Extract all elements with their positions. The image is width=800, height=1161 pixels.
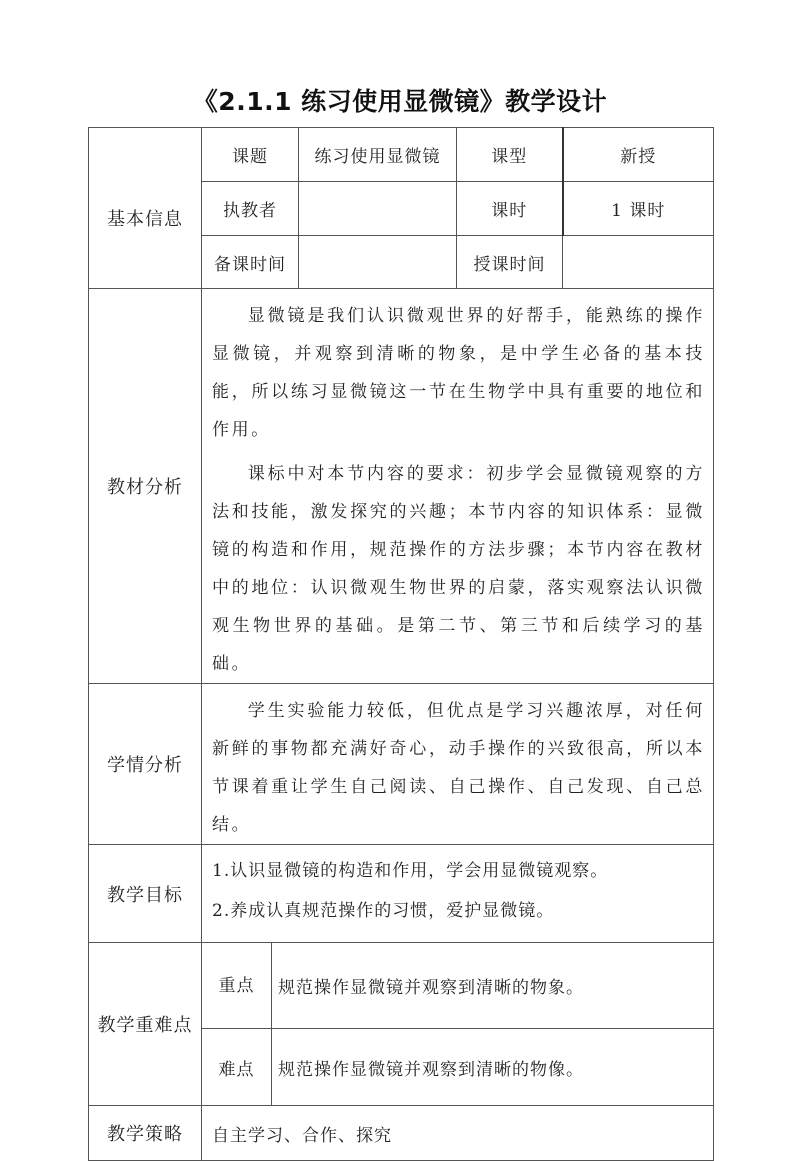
teacher-label: 执教者 (202, 182, 299, 236)
basic-info-row-topic (89, 128, 714, 182)
objective-item: 1.认识显微镜的构造和作用，学会用显微镜观察。 (212, 861, 609, 881)
teach-time-label: 授课时间 (457, 236, 563, 289)
teacher-value (299, 182, 457, 236)
student-analysis-content (202, 684, 714, 845)
material-analysis-row (89, 289, 714, 684)
type-value: 新授 (563, 128, 714, 182)
material-analysis-content (202, 289, 714, 684)
student-analysis-row (89, 684, 714, 845)
topic-label: 课题 (202, 128, 299, 182)
basic-info-label: 基本信息 (89, 128, 202, 289)
strategy-label: 教学策略 (89, 1106, 202, 1161)
key-point-label: 重点 (202, 943, 272, 1029)
strategy-row (89, 1106, 714, 1161)
prep-time-label: 备课时间 (202, 236, 299, 289)
objective-item: 2.养成认真规范操作的习惯，爱护显微镜。 (212, 901, 555, 921)
topic-value: 练习使用显微镜 (299, 128, 457, 182)
key-point-row (89, 943, 714, 1029)
document-title: 《2.1.1 练习使用显微镜》教学设计 (192, 87, 608, 116)
hours-value: 1 课时 (563, 182, 714, 236)
objectives-label: 教学目标 (89, 845, 202, 943)
objectives-row (89, 845, 714, 943)
lesson-plan-table (88, 127, 714, 1161)
objectives-content (202, 845, 714, 943)
key-difficult-label: 教学重难点 (89, 943, 202, 1106)
key-point-value: 规范操作显微镜并观察到清晰的物象。 (272, 943, 714, 1029)
prep-time-value (299, 236, 457, 289)
student-analysis-text: 学生实验能力较低，但优点是学习兴趣浓厚，对任何新鲜的事物都充满好奇心，动手操作的兴致很高，所以本节课着重让学生自己阅读、自己操作、自己发现、自己总结。 (212, 701, 705, 835)
strategy-value: 自主学习、合作、探究 (202, 1106, 714, 1161)
material-paragraph: 课标中对本节内容的要求：初步学会显微镜观察的方法和技能，激发探究的兴趣；本节内容的知识体系：显微镜的构造和作用，规范操作的方法步骤；本节内容在教材中的地位：认识微观生物世界的启蒙，落实观察法认识微观生物世界的基础。是第二节、第三节和后续学习的基础。 (212, 464, 705, 674)
difficult-point-value: 规范操作显微镜并观察到清晰的物像。 (272, 1029, 714, 1106)
difficult-point-label: 难点 (202, 1029, 272, 1106)
material-paragraph: 显微镜是我们认识微观世界的好帮手，能熟练的操作显微镜，并观察到清晰的物象，是中学生必备的基本技能，所以练习显微镜这一节在生物学中具有重要的地位和作用。 (212, 306, 705, 440)
student-analysis-label: 学情分析 (89, 684, 202, 845)
teach-time-value (563, 236, 714, 289)
material-analysis-label: 教材分析 (89, 289, 202, 684)
type-label: 课型 (457, 128, 563, 182)
hours-label: 课时 (457, 182, 563, 236)
